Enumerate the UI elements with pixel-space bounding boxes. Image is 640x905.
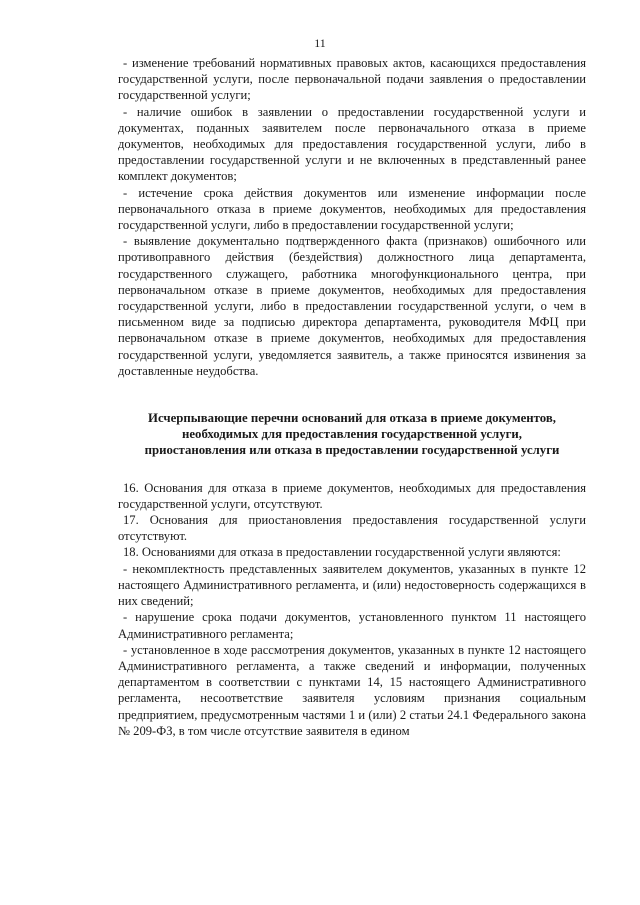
paragraph: - выявление документально подтвержденного факта (признаков) ошибочного или противоправного действия (бездействия) должностного лица департамента, государственного служащего, работника многофункционального центра, при первоначальном отказе в приеме документов, необходимых для предоставления государственной услуги, либо в предоставлении государственной услуги, о чем в письменном виде за подписью директора департамента, руководителя МФЦ при первоначальном отказе в приеме документов, необходимых для предоставления государственной услуги, уведомляется заявитель, а также приносятся извинения за доставленные неудобства. <box>118 234 586 378</box>
paragraph: 16. Основания для отказа в приеме документов, необходимых для предоставления государственной услуги, отсутствуют. <box>118 480 586 511</box>
paragraph: - наличие ошибок в заявлении о предоставлении государственной услуги и документах, поданных заявителем после первоначального отказа в приеме документов, необходимых для предоставления государственной услуги, либо в предоставлении государственной услуги и не включенных в представленный ранее комплект документов; <box>118 104 586 184</box>
document-body <box>118 55 586 739</box>
section-heading <box>118 410 586 459</box>
paragraph: - нарушение срока подачи документов, установленного пунктом 11 настоящего Административного регламента; <box>118 610 586 641</box>
paragraph: - установленное в ходе рассмотрения документов, указанных в пункте 12 настоящего Административного регламента, а также сведений и информации, полученных департаментом в соответствии с пунктами 14, 15 настоящего Административного регламента, несоответствие заявителя условиям признания социальным предприятием, предусмотренным частями 1 и (или) 2 статьи 24.1 Федерального закона № 209-ФЗ, в том числе отсутствие заявителя в едином <box>118 642 586 738</box>
paragraph: 18. Основаниями для отказа в предоставлении государственной услуги являются: <box>123 545 561 560</box>
heading-line: приостановления или отказа в предоставлении государственной услуги <box>144 443 560 458</box>
paragraph: - некомплектность представленных заявителем документов, указанных в пункте 12 настоящего Административного регламента, и (или) недостоверность содержащихся в них сведений; <box>118 561 586 609</box>
heading-line: необходимых для предоставления государственной услуги, <box>182 427 522 442</box>
paragraph: 17. Основания для приостановления предоставления государственной услуги отсутствуют. <box>118 513 586 544</box>
heading-line: Исчерпывающие перечни оснований для отказа в приеме документов, <box>148 411 556 426</box>
page-number: 11 <box>314 36 326 50</box>
paragraph: - изменение требований нормативных правовых актов, касающихся предоставления государственной услуги, после первоначальной подачи заявления о предоставлении государственной услуги; <box>118 56 586 103</box>
paragraph: - истечение срока действия документов или изменение информации после первоначального отказа в приеме документов, необходимых для предоставления государственной услуги, либо в предоставлении государственной услуги; <box>118 185 586 233</box>
